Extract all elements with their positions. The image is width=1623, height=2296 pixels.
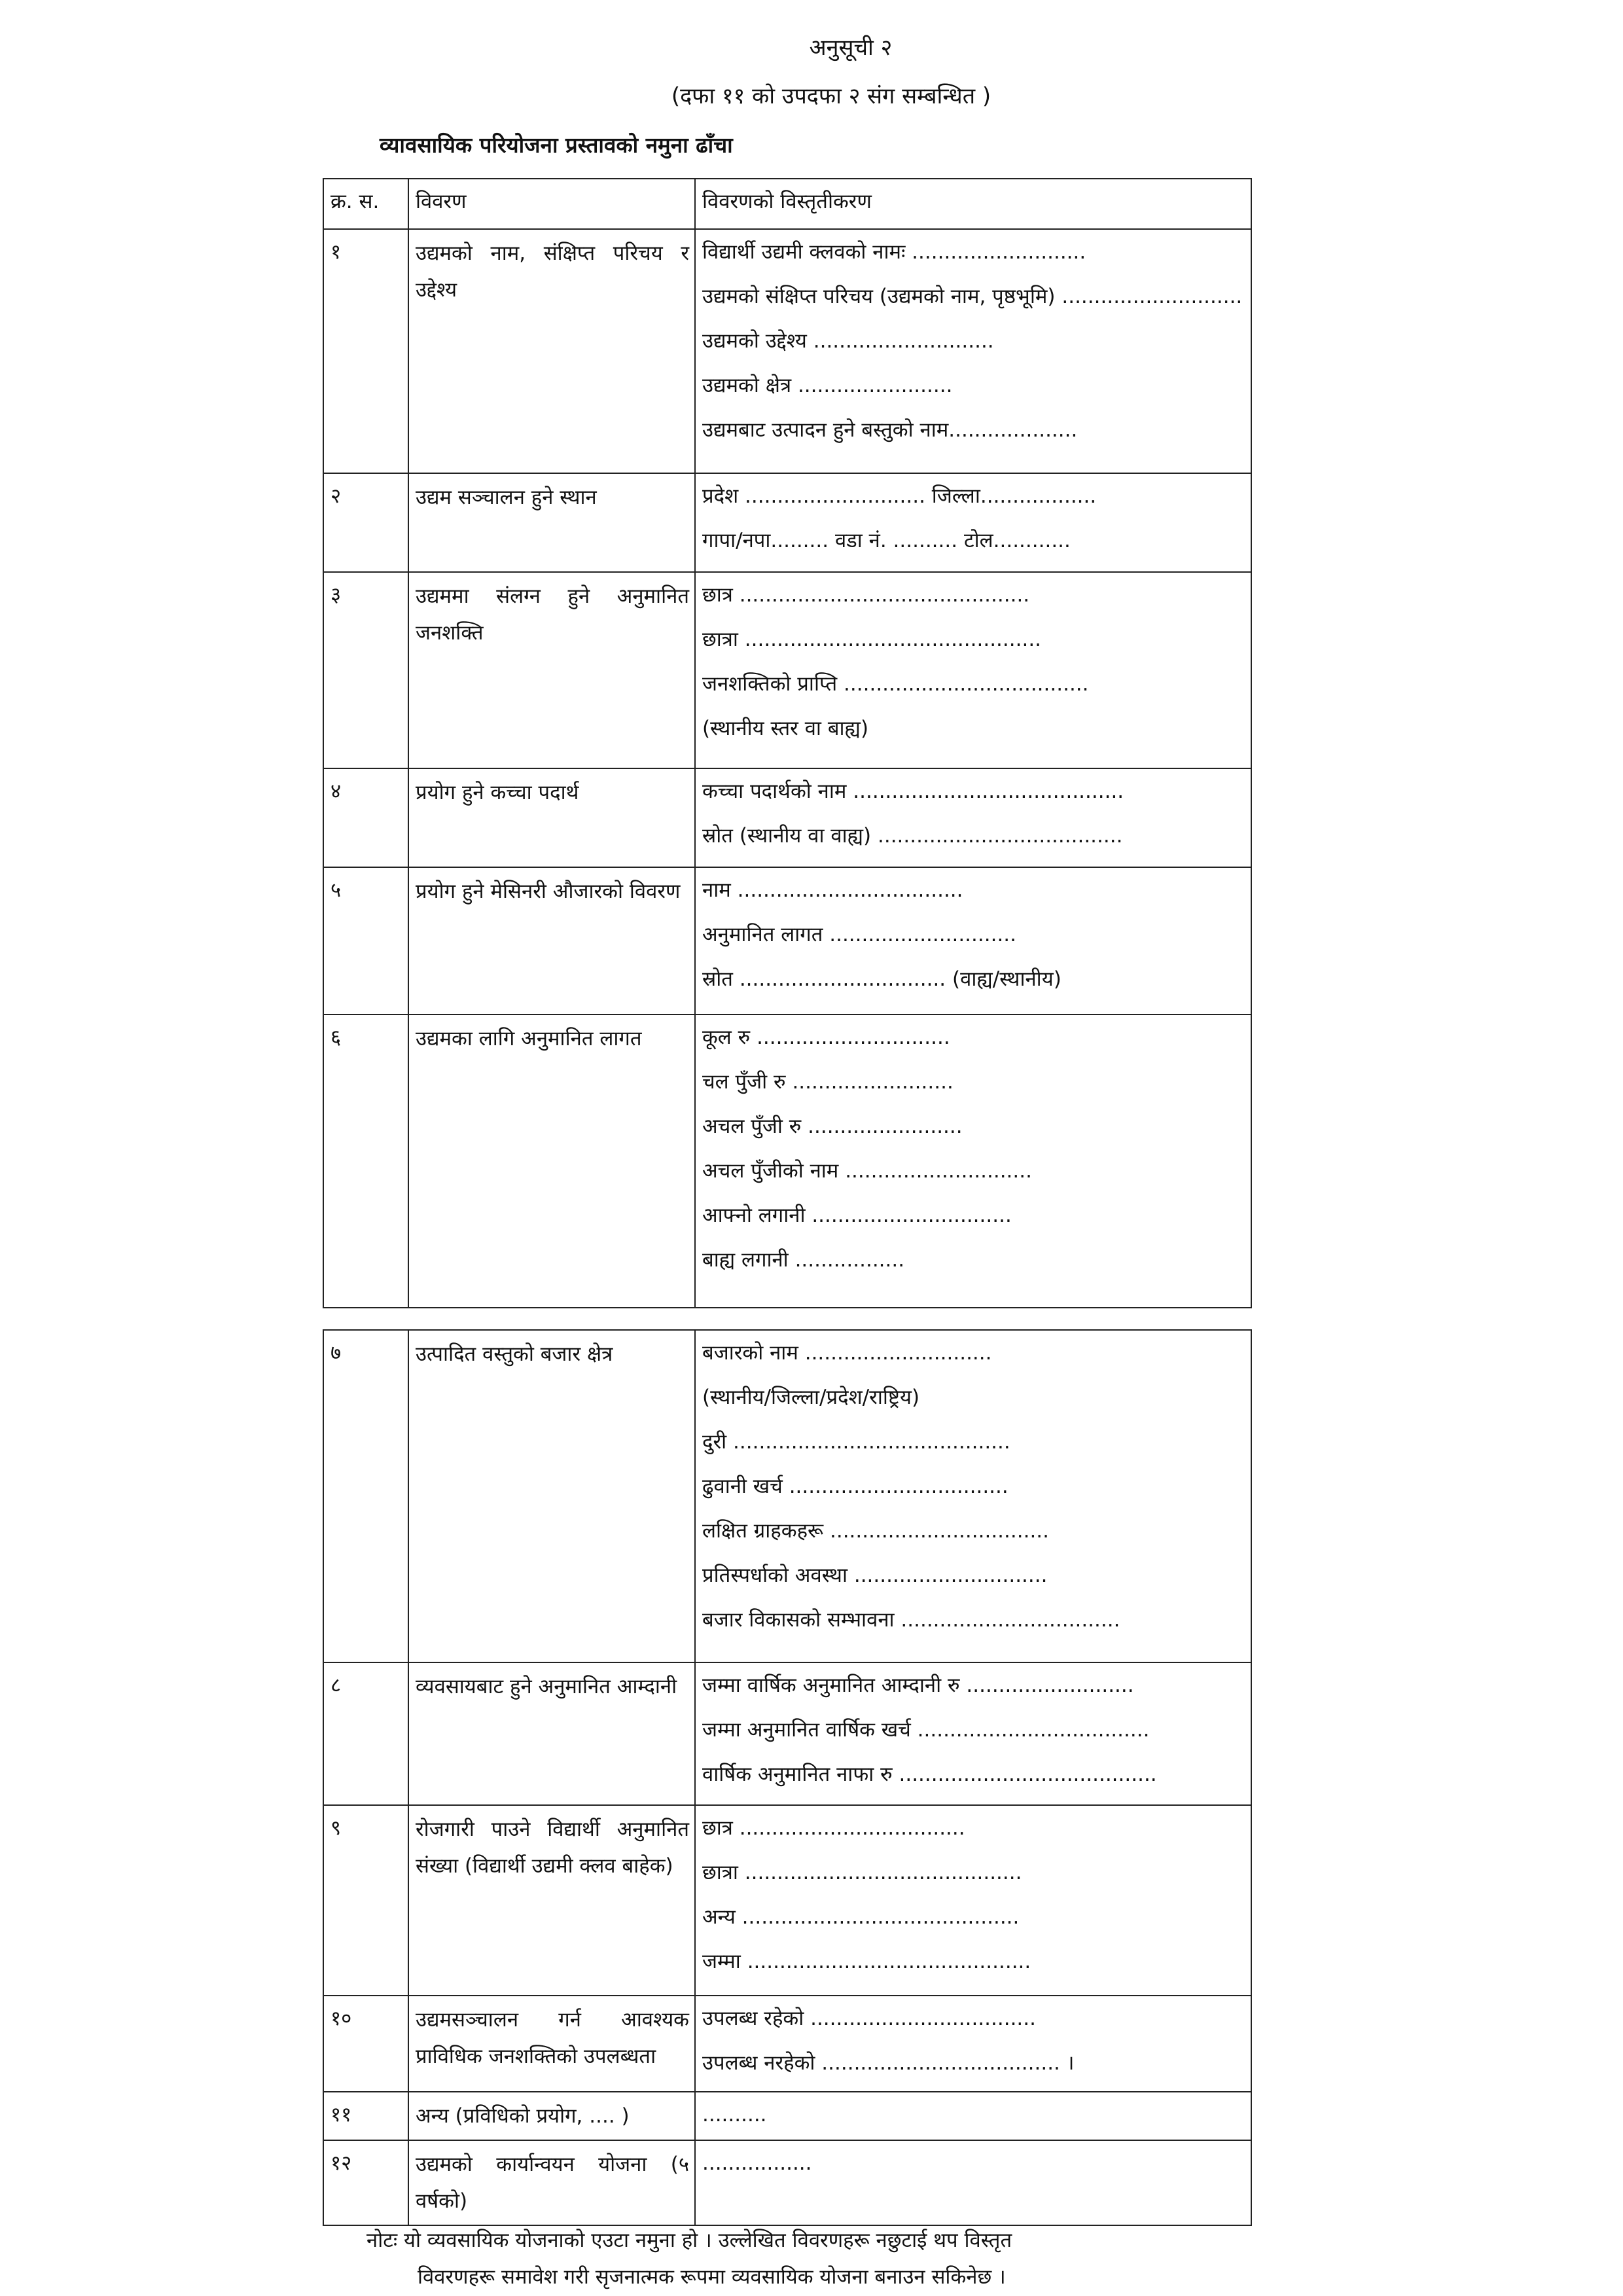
row-details [695, 229, 1251, 474]
detail-line: उपलब्ध रहेको ................................... [702, 2007, 1036, 2031]
row-serial: ९ [323, 1805, 408, 1996]
header-serial: क्र. स. [323, 179, 408, 229]
row-serial: १० [323, 1996, 408, 2092]
row-serial: १२ [323, 2140, 408, 2225]
row-description: व्यवसायबाट हुने अनुमानित आम्दानी [408, 1662, 695, 1806]
detail-line: छात्रा ........................................... [702, 1861, 1022, 1885]
detail-line: चल पुँजी रु ......................... [702, 1069, 954, 1094]
table-row [323, 1805, 1251, 1996]
detail-line: बाह्य लगानी ................. [702, 1247, 905, 1272]
row-description: प्रयोग हुने कच्चा पदार्थ [408, 768, 695, 867]
table-row [323, 867, 1251, 1014]
detail-line: छात्रा .............................................. [702, 628, 1042, 652]
detail-line: अन्य ........................................... [702, 1905, 1020, 1929]
detail-line: आफ्नो लगानी ............................... [702, 1203, 1012, 1227]
footnote-line-2: विवरणहरू समावेश गरी सृजनात्मक रूपमा व्यवसायिक योजना बनाउन सकिनेछ । [418, 2265, 1006, 2289]
row-serial: ३ [323, 572, 408, 768]
row-details [695, 1805, 1251, 1996]
detail-line: कच्चा पदार्थको नाम .......................................... [702, 779, 1124, 803]
detail-line: बजार विकासको सम्भावना .................................. [702, 1608, 1120, 1632]
detail-line: वार्षिक अनुमानित नाफा रु ........................................ [702, 1762, 1157, 1786]
row-serial: ७ [323, 1330, 408, 1662]
row-description: अन्य (प्रविधिको प्रयोग, .... ) [408, 2092, 695, 2140]
table-row [323, 1996, 1251, 2092]
row-details [695, 1014, 1251, 1308]
detail-line: बजारको नाम ............................. [702, 1341, 992, 1365]
detail-line: प्रतिस्पर्धाको अवस्था .............................. [702, 1564, 1048, 1587]
footnote [366, 2222, 1270, 2295]
detail-line: ................. [702, 2151, 812, 2176]
detail-line: छात्र ............................................. [702, 583, 1030, 607]
detail-line: अनुमानित लागत ............................. [702, 922, 1017, 946]
row-description: उद्यमका लागि अनुमानित लागत [408, 1014, 695, 1308]
detail-line: उद्यमको संक्षिप्त परिचय (उद्यमको नाम, पृष्ठभूमि) ............................ [702, 284, 1243, 308]
detail-line: उद्यमको क्षेत्र ........................ [702, 373, 953, 397]
section-reference: (दफा ११ को उपदफा २ संग सम्बन्धित ) [671, 83, 991, 109]
detail-line: ढुवानी खर्च .................................. [702, 1475, 1008, 1498]
detail-line: गापा/नपा......... वडा नं. .......... टोल............ [702, 529, 1071, 553]
detail-line: लक्षित ग्राहकहरू .................................. [702, 1519, 1050, 1543]
row-details [695, 768, 1251, 867]
row-serial: ११ [323, 2092, 408, 2140]
proposal-table-part-1 [323, 178, 1252, 1308]
row-details [695, 1996, 1251, 2092]
row-details [695, 572, 1251, 768]
row-description: उद्यम सञ्चालन हुने स्थान [408, 473, 695, 572]
detail-line: नाम ................................... [702, 878, 963, 902]
detail-line: जम्मा अनुमानित वार्षिक खर्च .................................... [702, 1717, 1150, 1742]
detail-line: स्रोत (स्थानीय वा वाह्य) ...................................... [702, 823, 1123, 848]
table-row [323, 1662, 1251, 1806]
detail-line: उद्यमबाट उत्पादन हुने बस्तुको नाम.................... [702, 418, 1078, 442]
proposal-table-part-2 [323, 1329, 1252, 2226]
detail-line: उद्यमको उद्देश्य ............................ [702, 329, 994, 353]
detail-line: अचल पुँजीको नाम ............................. [702, 1158, 1032, 1183]
detail-line: कूल रु .............................. [702, 1025, 950, 1049]
schedule-heading: अनुसूची २ [809, 35, 893, 61]
row-details [695, 2140, 1251, 2225]
detail-line: अचल पुँजी रु ........................ [702, 1114, 963, 1138]
row-description: उत्पादित वस्तुको बजार क्षेत्र [408, 1330, 695, 1662]
detail-line: (स्थानीय स्तर वा बाह्य) [702, 717, 869, 741]
detail-line: विद्यार्थी उद्यमी क्लवको नामः ........................... [702, 240, 1086, 264]
row-serial: १ [323, 229, 408, 474]
detail-line: (स्थानीय/जिल्ला/प्रदेश/राष्ट्रिय) [702, 1386, 920, 1409]
row-details [695, 867, 1251, 1014]
table-row [323, 473, 1251, 572]
row-details [695, 473, 1251, 572]
detail-line: छात्र ................................... [702, 1816, 965, 1840]
form-title: व्यावसायिक परियोजना प्रस्तावको नमुना ढाँचा [380, 132, 733, 158]
table-row [323, 768, 1251, 867]
table-row [323, 572, 1251, 768]
table-row [323, 229, 1251, 474]
row-serial: ५ [323, 867, 408, 1014]
detail-line: उपलब्ध नरहेको ..................................... । [702, 2051, 1075, 2075]
detail-line: प्रदेश ............................ जिल्ला.................. [702, 484, 1097, 509]
header-details: विवरणको विस्तृतीकरण [695, 179, 1251, 229]
row-serial: २ [323, 473, 408, 572]
footnote-line-1: नोटः यो व्यवसायिक योजनाको एउटा नमुना हो । उल्लेखित विवरणहरू नछुटाई थप विस्तृत [366, 2229, 1012, 2252]
row-description: उद्यमको नाम, संक्षिप्त परिचय र उद्देश्य [408, 229, 695, 474]
detail-line: जम्मा ............................................ [702, 1950, 1031, 1974]
detail-line: दुरी ........................................... [702, 1430, 1010, 1454]
row-serial: ८ [323, 1662, 408, 1806]
row-description: उद्यमसञ्चालन गर्न आवश्यक प्राविधिक जनशक्तिको उपलब्धता [408, 1996, 695, 2092]
row-description: उद्यममा संलग्न हुने अनुमानित जनशक्ति [408, 572, 695, 768]
detail-line: स्रोत ................................ (वाह्य/स्थानीय) [702, 967, 1061, 991]
row-details [695, 2092, 1251, 2140]
row-description: रोजगारी पाउने विद्यार्थी अनुमानित संख्या (विद्यार्थी उद्यमी क्लव बाहेक) [408, 1805, 695, 1996]
row-details [695, 1662, 1251, 1806]
row-description: प्रयोग हुने मेसिनरी औजारको विवरण [408, 867, 695, 1014]
header-description: विवरण [408, 179, 695, 229]
row-serial: ४ [323, 768, 408, 867]
table-row [323, 1014, 1251, 1308]
row-details [695, 1330, 1251, 1662]
table-row [323, 2092, 1251, 2140]
table-header-row [323, 179, 1251, 229]
detail-line: जनशक्तिको प्राप्ति ...................................... [702, 672, 1089, 696]
detail-line: जम्मा वार्षिक अनुमानित आम्दानी रु .......................... [702, 1673, 1134, 1697]
row-description: उद्यमको कार्यान्वयन योजना (५ वर्षको) [408, 2140, 695, 2225]
row-serial: ६ [323, 1014, 408, 1308]
table-row [323, 2140, 1251, 2225]
table-row [323, 1330, 1251, 1662]
detail-line: .......... [702, 2103, 767, 2127]
